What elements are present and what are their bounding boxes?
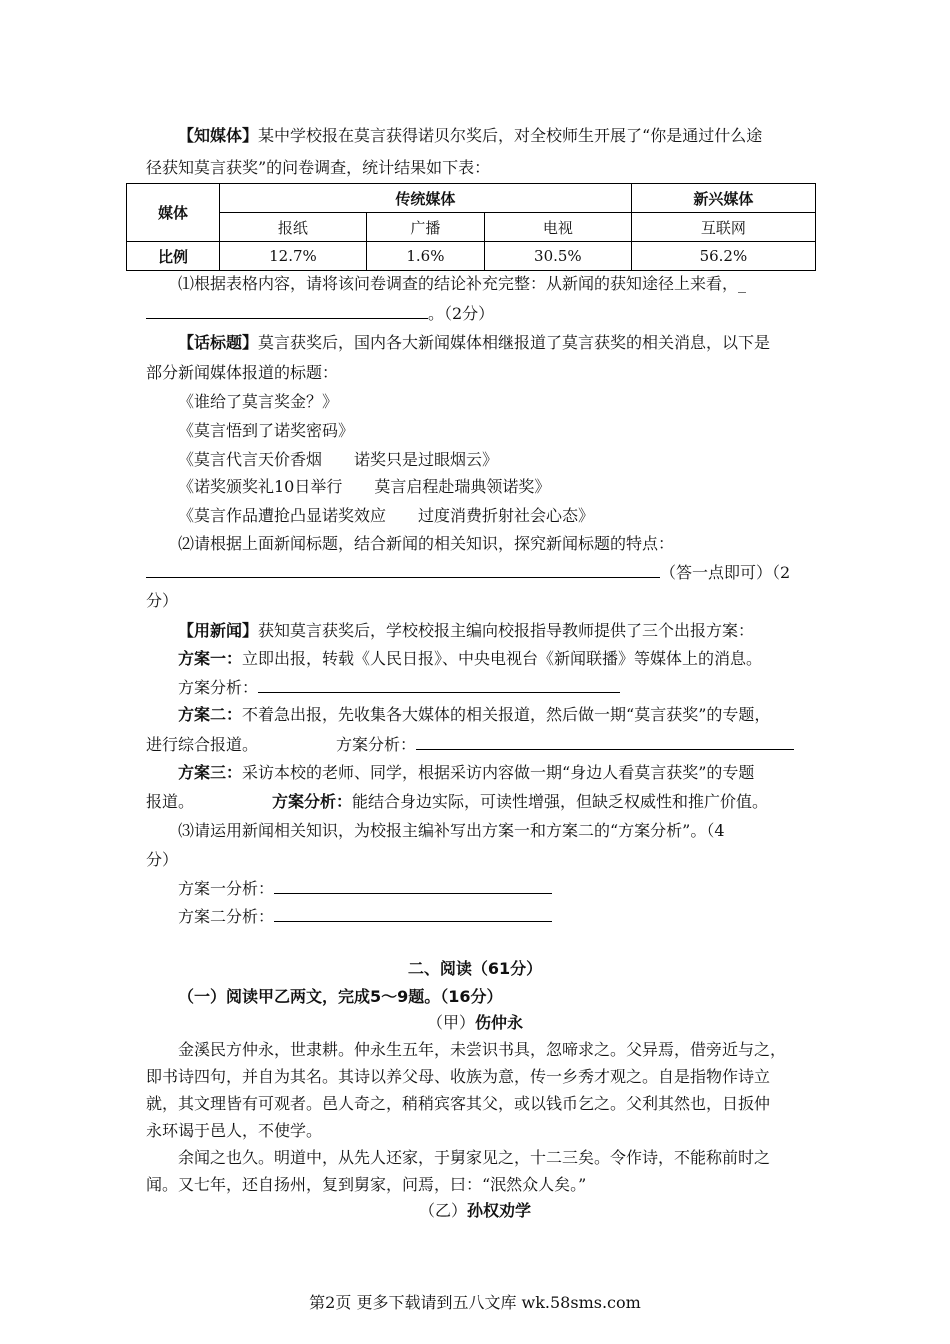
question-3-tail: 分） [146, 850, 179, 869]
header-media: 媒体 [127, 184, 220, 242]
plan-2: 方案二：不着急出报，先收集各大媒体的相关报道，然后做一期“莫言获奖”的专题， [178, 705, 771, 724]
plan-1: 方案一：立即出报，转载《人民日报》、中央电视台《新闻联播》等媒体上的消息。 [178, 649, 763, 668]
sub-header: 报纸 [220, 213, 367, 242]
reading-title: 二、阅读（61分） [407, 959, 543, 978]
section1-tag: 【知媒体】 [178, 126, 259, 145]
answer-blank[interactable] [274, 905, 552, 922]
plan-3: 方案三：采访本校的老师、同学，根据采访内容做一期“身边人看莫言获奖”的专题 [178, 763, 755, 782]
passage-yi-title: （乙）孙权劝学 [418, 1201, 532, 1220]
section1-line1: 【知媒体】某中学校报在莫言获得诺贝尔奖后，对全校师生开展了“你是通过什么途 [178, 126, 763, 145]
passage-line: 余闻之也久。明道中，从先人还家，于舅家见之，十二三矣。令作诗，不能称前时之 [178, 1148, 771, 1167]
page-footer: 第2页 更多下载请到五八文库 wk.58sms.com [309, 1293, 641, 1312]
passage-line: 闻。又七年，还自扬州，复到舅家，问焉，曰：“泯然众人矣。” [146, 1175, 587, 1194]
passage-line: 永环谒于邑人，不使学。 [146, 1121, 323, 1140]
table-cell: 12.7% [220, 242, 367, 271]
question-2: ⑵请根据上面新闻标题，结合新闻的相关知识，探究新闻标题的特点： [178, 534, 675, 553]
header-new-media: 新兴媒体 [631, 184, 815, 213]
headline: 《谁给了莫言奖金？》 [178, 392, 339, 411]
question-2-tail: 分） [146, 591, 179, 610]
section2-line2: 部分新闻媒体报道的标题： [146, 363, 339, 382]
plan-2-answer: 方案二分析： [178, 905, 552, 928]
passage-line: 金溪民方仲永，世隶耕。仲永生五年，未尝识书具，忽啼求之。父异焉，借旁近与之， [178, 1040, 787, 1059]
answer-blank[interactable] [258, 676, 620, 693]
plan-1-analysis: 方案分析： [178, 676, 620, 699]
media-survey-table [126, 183, 816, 271]
plan-1-answer: 方案一分析： [178, 877, 552, 900]
answer-blank[interactable] [146, 561, 660, 578]
header-traditional: 传统媒体 [220, 184, 632, 213]
sub-header: 电视 [484, 213, 631, 242]
answer-blank[interactable] [274, 877, 552, 894]
table-cell: 30.5% [484, 242, 631, 271]
table-cell: 56.2% [631, 242, 815, 271]
headline: 《莫言作品遭抢凸显诺奖效应 过度消费折射社会心态》 [178, 506, 595, 525]
plan-3-cont: 报道。 方案分析：能结合身边实际，可读性增强，但缺乏权威性和推广价值。 [146, 792, 769, 811]
question-3: ⑶请运用新闻相关知识，为校报主编补写出方案一和方案二的“方案分析”。（4 [178, 821, 725, 840]
section1-line2: 径获知莫言获奖”的问卷调查，统计结果如下表： [146, 158, 491, 177]
passage-line: 即书诗四句，并自为其名。其诗以养父母、收族为意，传一乡秀才观之。自是指物作诗立 [146, 1067, 771, 1086]
sub-header: 广播 [366, 213, 484, 242]
question-1-answer: 。（2分） [146, 302, 494, 325]
headline: 《莫言代言天价香烟 诺奖只是过眼烟云》 [178, 450, 499, 469]
question-2-answer: （答一点即可）（2 [146, 561, 790, 584]
section2-tag: 【话标题】 [178, 333, 259, 352]
headline: 《莫言悟到了诺奖密码》 [178, 421, 355, 440]
question-1: ⑴根据表格内容，请将该问卷调查的结论补充完整：从新闻的获知途径上来看，_ [178, 274, 747, 293]
passage-jia-title: （甲）伤仲永 [426, 1013, 524, 1032]
table-cell: 1.6% [366, 242, 484, 271]
section3-intro: 【用新闻】获知莫言获奖后，学校校报主编向校报指导教师提供了三个出报方案： [178, 621, 755, 640]
sub-header: 互联网 [631, 213, 815, 242]
answer-blank[interactable] [146, 302, 428, 319]
section2-line1: 【话标题】莫言获奖后，国内各大新闻媒体相继报道了莫言获奖的相关消息，以下是 [178, 333, 771, 352]
row-label-ratio: 比例 [127, 242, 220, 271]
passage-line: 就，其文理皆有可观者。邑人奇之，稍稍宾客其父，或以钱币乞之。父利其然也，日扳仲 [146, 1094, 771, 1113]
answer-blank[interactable] [416, 733, 794, 750]
headline: 《诺奖颁奖礼10日举行 莫言启程赴瑞典领诺奖》 [178, 477, 551, 496]
reading-subtitle: （一）阅读甲乙两文，完成5～9题。（16分） [178, 987, 503, 1006]
plan-2-cont: 进行综合报道。 方案分析： [146, 733, 794, 756]
section3-tag: 【用新闻】 [178, 621, 259, 640]
